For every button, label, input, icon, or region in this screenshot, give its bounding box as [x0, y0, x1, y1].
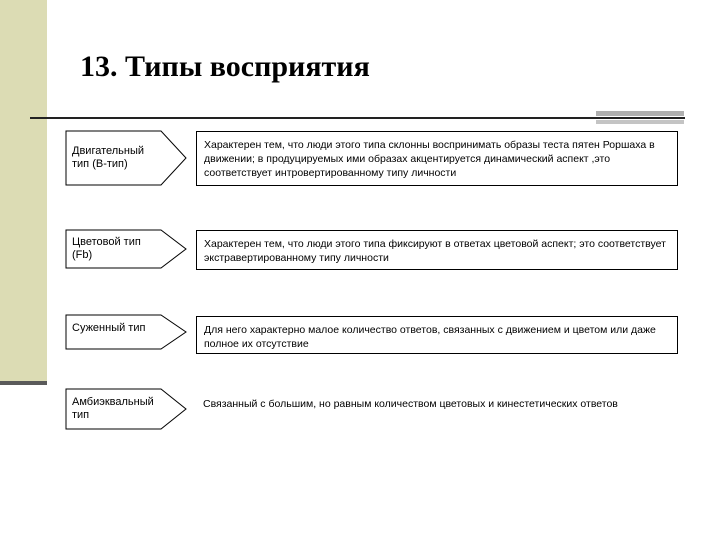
type-description: Для него характерно малое количество ответов, связанных с движением и цветом или даже полное их отсутствие — [196, 316, 678, 354]
type-name: Двигательный тип (В-тип) — [72, 145, 145, 170]
decorative-accent-bar — [596, 111, 684, 116]
type-description: Характерен тем, что люди этого типа склонны воспринимать образы теста пятен Роршаха в движении; в продуцируемых ими образах акцентируется динамический аспект ,это соответствует интровертированному типу личности — [196, 131, 678, 186]
decorative-band-foot — [0, 381, 47, 385]
type-description: Связанный с большим, но равным количеством цветовых и кинестетических ответов — [203, 398, 618, 410]
decorative-accent-bar — [596, 120, 684, 124]
slide-title: 13. Типы восприятия — [80, 50, 370, 83]
type-name: Амбиэквальный тип — [72, 396, 154, 421]
type-arrow-shape — [66, 230, 186, 268]
type-arrow-shape — [66, 131, 186, 185]
type-name: Суженный тип — [72, 321, 146, 334]
title-divider — [30, 117, 685, 119]
type-name: Цветовой тип (Fb) — [72, 236, 141, 261]
decorative-left-band — [0, 0, 47, 384]
type-description: Характерен тем, что люди этого типа фиксируют в ответах цветовой аспект; это соответствует экстравертированному типу личности — [196, 230, 678, 270]
type-arrow-shape — [66, 315, 186, 349]
type-arrow-shape — [66, 389, 186, 429]
